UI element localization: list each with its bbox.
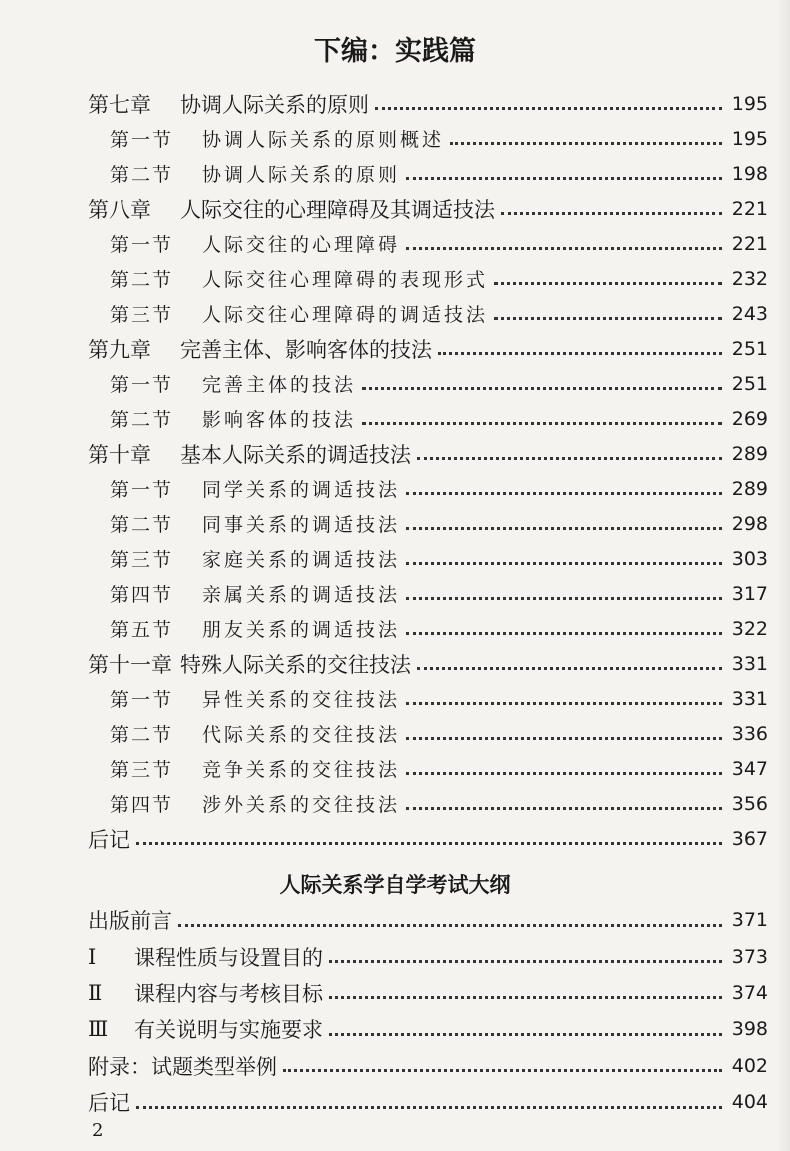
toc-entry[interactable]: 第四节 涉外关系的交往技法 356 <box>110 792 768 816</box>
toc-entry[interactable]: 第一节 人际交往的心理障碍 221 <box>110 232 768 256</box>
toc-entry[interactable]: Ⅰ 课程性质与设置目的 373 <box>88 944 768 970</box>
toc-entry[interactable]: 第二节 代际关系的交往技法 336 <box>110 722 768 746</box>
toc-entry[interactable]: 第二节 影响客体的技法 269 <box>110 407 768 431</box>
dot-leader <box>136 842 722 845</box>
dot-leader <box>329 960 722 963</box>
outline-title: 人际关系学自学考试大纲 <box>279 873 511 897</box>
toc-entry[interactable]: 附录：试题类型举例 402 <box>88 1054 768 1079</box>
toc-entry[interactable]: 第三节 家庭关系的调适技法 303 <box>110 547 768 571</box>
toc-list-practice <box>0 86 790 856</box>
toc-entry[interactable]: 第一节 协调人际关系的原则概述 195 <box>110 127 768 151</box>
dot-leader <box>417 667 722 670</box>
toc-entry[interactable]: 第三节 人际交往心理障碍的调适技法 243 <box>110 302 768 326</box>
toc-entry[interactable]: 第二节 同事关系的调适技法 298 <box>110 512 768 536</box>
toc-entry[interactable]: 第七章 协调人际关系的原则 195 <box>88 92 768 117</box>
toc-entry[interactable]: 第二节 协调人际关系的原则 198 <box>110 162 768 186</box>
dot-leader <box>406 702 722 705</box>
toc-list-outline <box>0 902 790 1120</box>
dot-leader <box>362 422 722 425</box>
toc-entry[interactable]: Ⅱ 课程内容与考核目标 374 <box>88 980 768 1006</box>
toc-entry[interactable]: 后记 367 <box>88 827 768 852</box>
toc-entry[interactable]: 第四节 亲属关系的调适技法 317 <box>110 582 768 606</box>
dot-leader <box>375 107 722 110</box>
dot-leader <box>406 492 722 495</box>
toc-entry[interactable]: 第五节 朋友关系的调适技法 322 <box>110 617 768 641</box>
dot-leader <box>438 352 722 355</box>
toc-entry[interactable]: 第九章 完善主体、影响客体的技法 251 <box>88 337 768 362</box>
dot-leader <box>417 457 722 460</box>
toc-entry[interactable]: 第二节 人际交往心理障碍的表现形式 232 <box>110 267 768 291</box>
toc-entry[interactable]: 后记 404 <box>88 1091 768 1116</box>
part-title: 下编：实践篇 <box>314 36 476 67</box>
toc-entry[interactable]: 第十章 基本人际关系的调适技法 289 <box>88 442 768 467</box>
dot-leader <box>406 737 722 740</box>
dot-leader <box>406 632 722 635</box>
dot-leader <box>406 807 722 810</box>
dot-leader <box>406 527 722 530</box>
page-number: 2 <box>92 1120 104 1141</box>
dot-leader <box>406 177 722 180</box>
toc-entry[interactable]: 第三节 竞争关系的交往技法 347 <box>110 757 768 781</box>
dot-leader <box>501 212 722 215</box>
toc-entry[interactable]: 第一节 异性关系的交往技法 331 <box>110 687 768 711</box>
toc-entry[interactable]: 第八章 人际交往的心理障碍及其调适技法 221 <box>88 197 768 222</box>
dot-leader <box>406 247 722 250</box>
dot-leader <box>494 317 722 320</box>
toc-entry[interactable]: 第一节 完善主体的技法 251 <box>110 372 768 396</box>
dot-leader <box>406 597 722 600</box>
dot-leader <box>406 562 722 565</box>
dot-leader <box>178 924 722 927</box>
dot-leader <box>329 1033 722 1036</box>
dot-leader <box>283 1069 722 1072</box>
toc-entry[interactable]: 第十一章 特殊人际关系的交往技法 331 <box>88 652 768 677</box>
dot-leader <box>362 387 722 390</box>
dot-leader <box>494 282 722 285</box>
dot-leader <box>406 772 722 775</box>
dot-leader <box>329 996 722 999</box>
dot-leader <box>136 1106 722 1109</box>
dot-leader <box>450 142 722 145</box>
toc-entry[interactable]: Ⅲ 有关说明与实施要求 398 <box>88 1017 768 1043</box>
toc-entry[interactable]: 出版前言 371 <box>88 909 768 934</box>
toc-entry[interactable]: 第一节 同学关系的调适技法 289 <box>110 477 768 501</box>
